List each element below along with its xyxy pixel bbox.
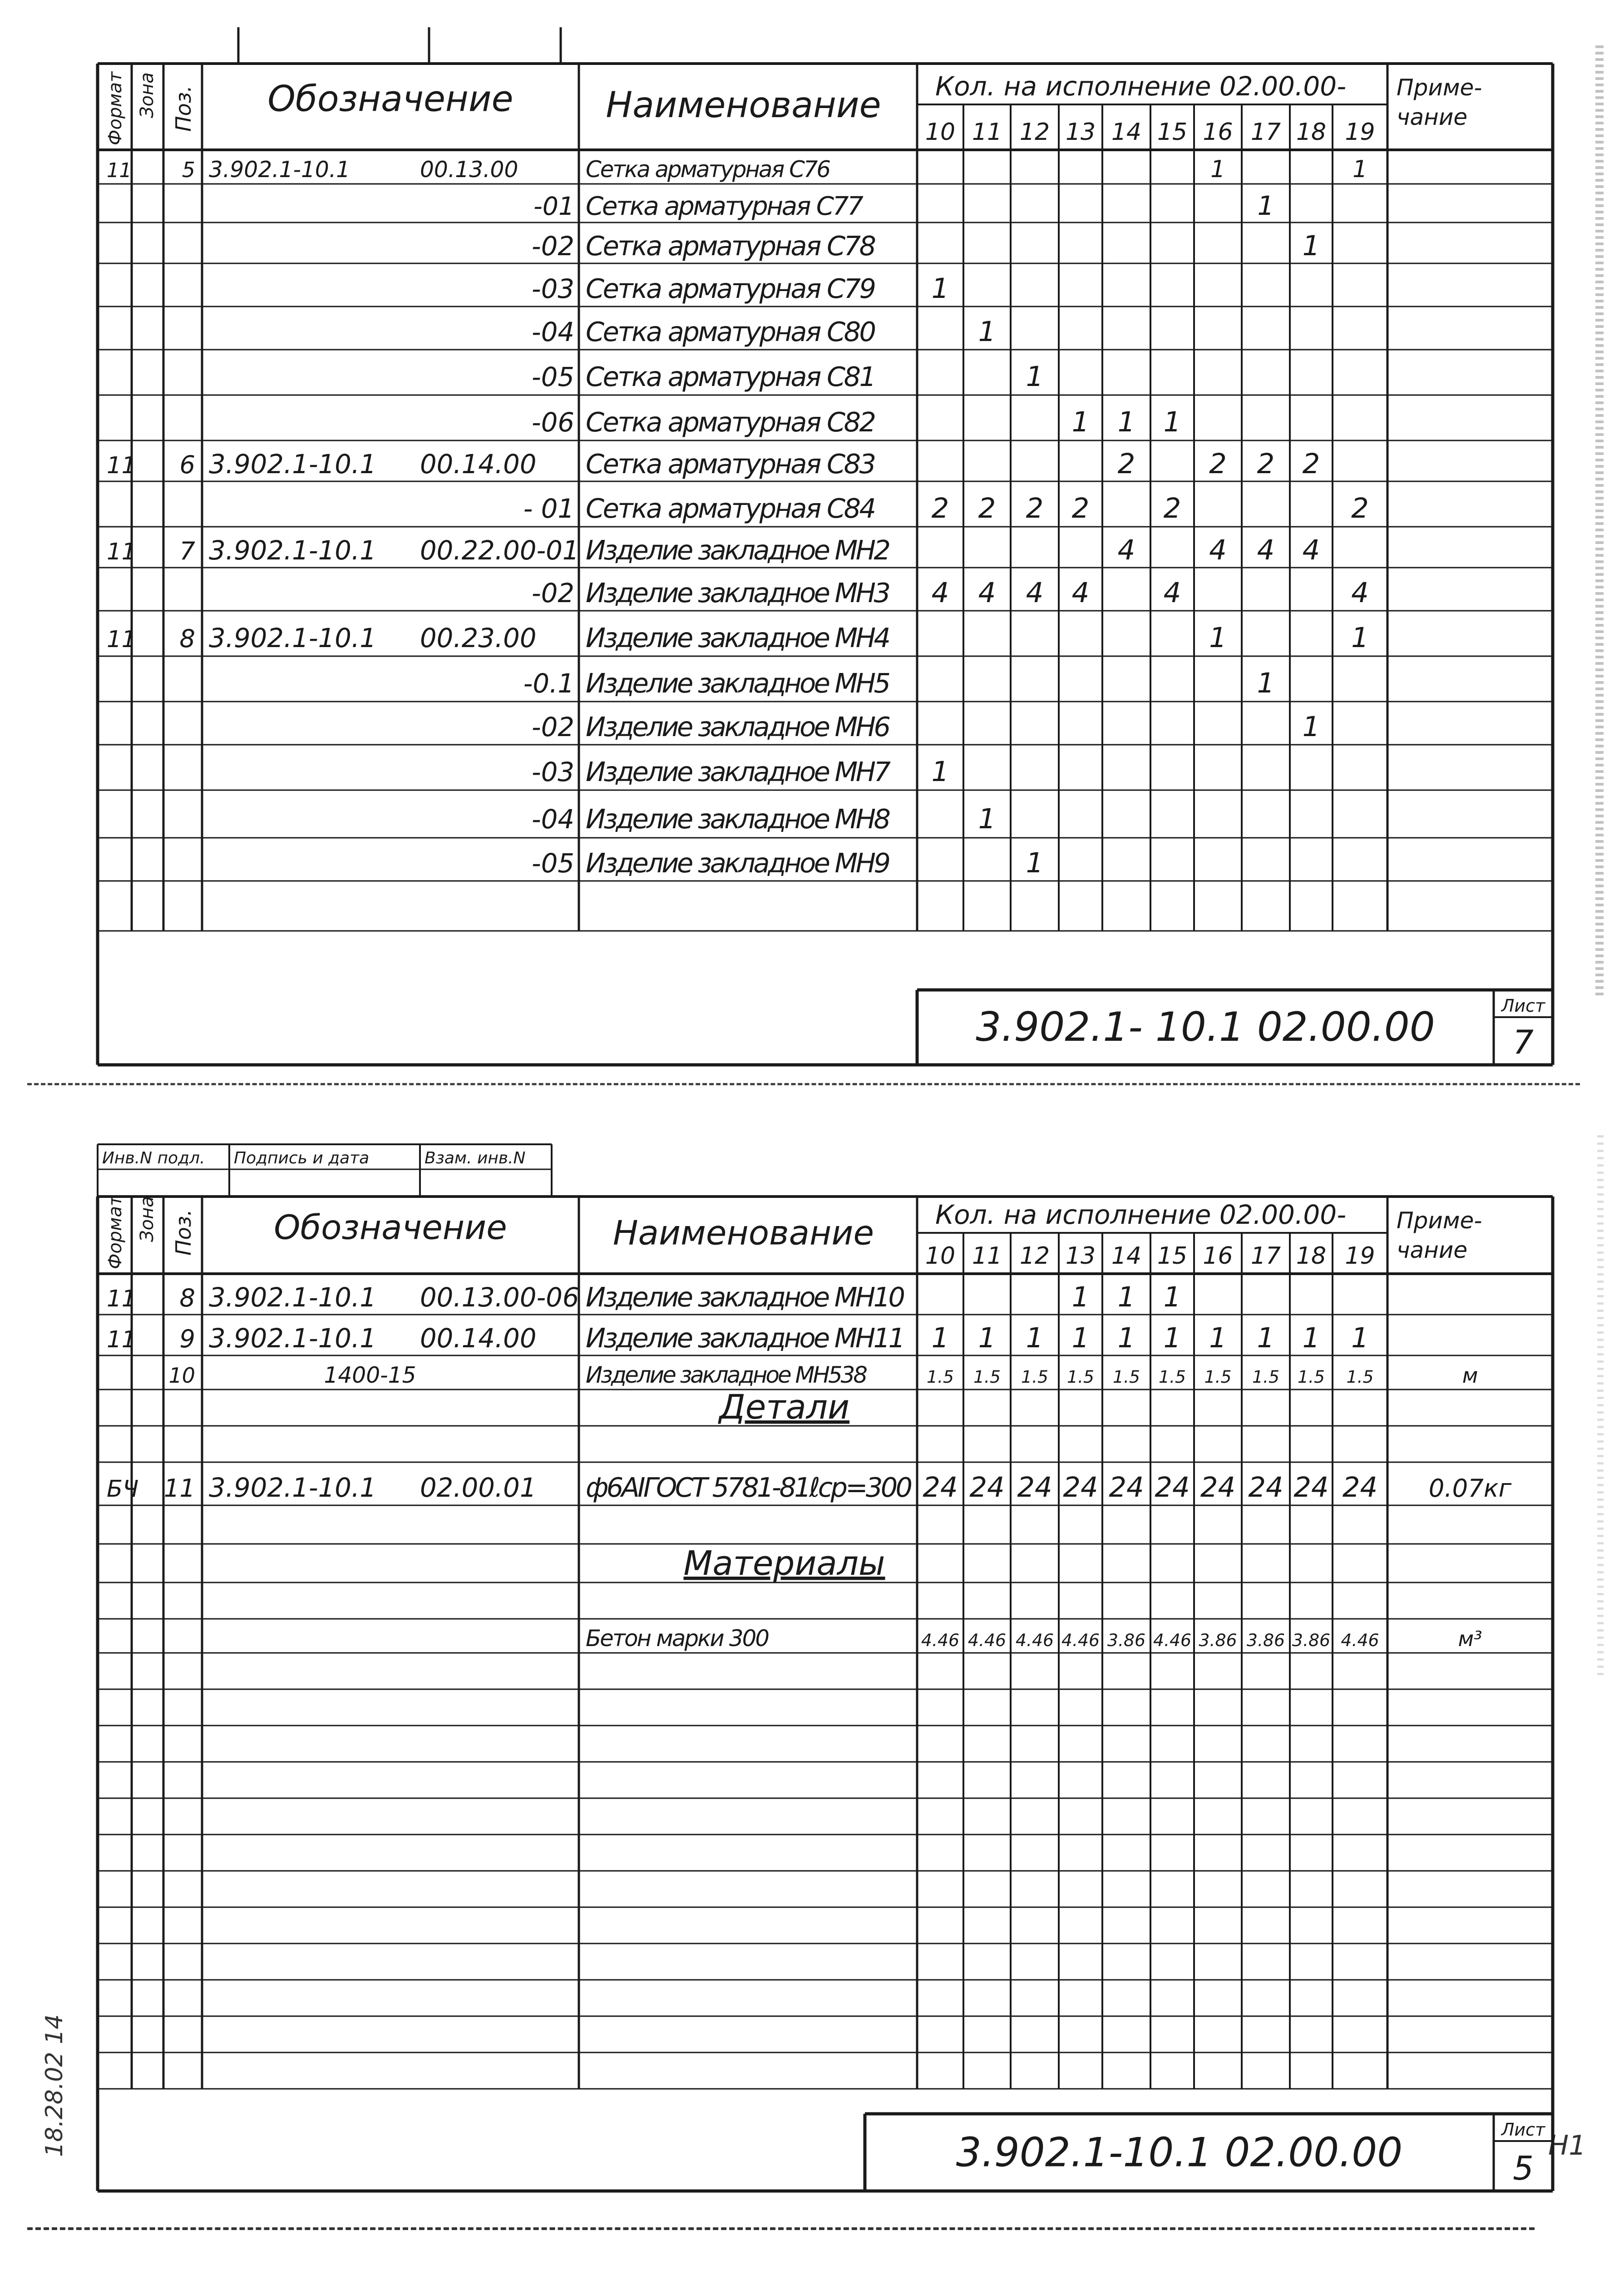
header-col-16: 16	[1203, 1242, 1233, 1270]
cell-name: Изделие закладное МН8	[586, 803, 891, 835]
cell-designation-right: 00.14.00	[420, 1323, 537, 1354]
cell-designation-right: -04	[531, 804, 574, 835]
cell-pos: 11	[163, 1474, 195, 1503]
sheet-graphics	[98, 27, 1553, 1065]
cut-line-top	[27, 1083, 1580, 1085]
cell-designation-right: -01	[533, 192, 574, 221]
cell-designation-right: -04	[531, 317, 574, 347]
cell-qty: 1	[1257, 668, 1275, 699]
cell-qty: 1	[1117, 1281, 1135, 1313]
header-note: Приме-	[1397, 1207, 1482, 1234]
header-col-10: 10	[925, 1242, 956, 1270]
title-sheet-label: Лист	[1501, 2120, 1545, 2140]
cell-qty: 2	[1071, 493, 1090, 524]
cell-format: 11	[107, 626, 137, 653]
header-col-14: 14	[1111, 1242, 1142, 1270]
cell-format: БЧ	[107, 1475, 139, 1503]
header-col-16: 16	[1203, 119, 1233, 146]
cell-qty: 1	[978, 803, 996, 835]
cell-qty: 4.46	[967, 1630, 1007, 1650]
cell-qty: 2	[1257, 448, 1275, 480]
cell-qty: 24	[969, 1472, 1005, 1503]
stamp-vzam-label: Взам. инв.N	[425, 1149, 526, 1167]
cell-qty: 1.5	[1252, 1367, 1280, 1387]
cell-designation-right: -05	[531, 848, 574, 879]
cell-designation-left: 3.902.1-10.1	[209, 1323, 376, 1354]
cell-format: 11	[107, 1326, 137, 1353]
cell-note: м³	[1458, 1627, 1482, 1651]
cell-name: Сетка арматурная С84	[586, 493, 876, 524]
cell-qty: 2	[1163, 493, 1181, 524]
cell-qty: 1	[1026, 1322, 1044, 1354]
cell-designation-right: -03	[531, 757, 574, 787]
title-designation: 3.902.1-10.1 02.00.00	[956, 2129, 1403, 2176]
cell-qty: 2	[1302, 448, 1320, 480]
cell-qty: 1.5	[973, 1367, 1001, 1387]
cell-qty: 4	[1209, 534, 1227, 566]
section-heading: Детали	[719, 1388, 850, 1427]
cell-designation-right: 00.23.00	[420, 623, 537, 653]
cell-qty: 1	[1117, 1322, 1135, 1354]
cell-designation-right: -02	[531, 712, 574, 742]
header-col-10: 10	[925, 119, 956, 146]
header-pos: Поз.	[171, 85, 196, 132]
header-zone: Зона	[137, 1196, 158, 1242]
header-qty-title: Кол. на исполнение 02.00.00-	[935, 71, 1347, 102]
cell-pos: 10	[168, 1363, 195, 1388]
cell-designation-right: 00.13.00-06	[420, 1282, 579, 1313]
cell-format: 11	[107, 159, 132, 182]
cell-qty: 1	[978, 316, 996, 348]
cell-qty: 24	[1017, 1472, 1052, 1503]
cell-qty: 24	[923, 1472, 958, 1503]
cell-name: ф6АIГОСТ 5781-81ℓср=300	[586, 1472, 913, 1503]
cell-note: м	[1462, 1363, 1478, 1388]
cell-name: Изделие закладное МН6	[586, 711, 891, 742]
cell-qty: 1	[1302, 711, 1320, 743]
cell-name: Изделие закладное МН10	[586, 1281, 905, 1313]
cell-name: Изделие закладное МН4	[586, 622, 891, 653]
cell-designation-right: -02	[531, 231, 574, 262]
header-col-12: 12	[1019, 1242, 1050, 1270]
cell-name: Изделие закладное МН11	[586, 1322, 905, 1354]
cut-line-bottom	[27, 2227, 1535, 2230]
header-pos: Поз.	[171, 1209, 196, 1256]
cell-qty: 2	[1026, 493, 1044, 524]
cell-qty: 2	[931, 493, 949, 524]
cell-qty: 1	[931, 1322, 949, 1354]
cell-qty: 1.5	[1021, 1367, 1049, 1387]
cell-qty: 1.5	[1346, 1367, 1374, 1387]
cell-pos: 8	[179, 1284, 195, 1312]
header-col-17: 17	[1250, 1242, 1281, 1270]
cell-qty: 2	[1351, 493, 1369, 524]
sheet-drawing	[95, 1126, 1560, 2200]
header-col-18: 18	[1296, 119, 1327, 146]
cell-designation-right: -05	[531, 362, 574, 392]
header-col-19: 19	[1345, 1242, 1375, 1270]
cell-qty: 1	[1163, 1322, 1181, 1354]
header-format: Формат	[105, 1195, 126, 1269]
cell-qty: 24	[1155, 1472, 1190, 1503]
cell-qty: 4	[1351, 577, 1369, 609]
cell-qty: 1.5	[1297, 1367, 1325, 1387]
specification-sheet-7	[95, 0, 1560, 1074]
header-note: Приме-	[1397, 74, 1482, 101]
cell-qty: 3.86	[1246, 1630, 1285, 1650]
cell-designation-right: 02.00.01	[420, 1473, 537, 1503]
cell-qty: 1	[1071, 406, 1090, 438]
cell-name: Сетка арматурная С83	[586, 448, 876, 480]
header-name: Наименование	[612, 1213, 874, 1253]
cell-name: Изделие закладное МН3	[586, 577, 891, 608]
cell-qty: 1	[1071, 1322, 1090, 1354]
cell-qty: 1	[1026, 361, 1044, 393]
cell-qty: 1	[1351, 1322, 1369, 1354]
cell-designation-left: 3.902.1-10.1	[209, 157, 350, 183]
cell-qty: 1	[1302, 230, 1320, 262]
header-col-17: 17	[1250, 119, 1281, 146]
cell-qty: 1	[1117, 406, 1135, 438]
cell-qty: 1	[1353, 156, 1367, 183]
header-zone: Зона	[137, 72, 158, 118]
cell-qty: 1	[1209, 1322, 1227, 1354]
corner-mark: Н1	[1548, 2130, 1586, 2161]
cell-name: Сетка арматурная С78	[586, 230, 876, 262]
cell-qty: 4.46	[1341, 1630, 1379, 1650]
stamp-inv-label: Инв.N подл.	[102, 1149, 205, 1167]
cell-qty: 4	[1117, 534, 1135, 566]
header-col-12: 12	[1019, 119, 1050, 146]
margin-note: 18.28.02 14	[41, 2014, 68, 2157]
cell-name: Сетка арматурная С82	[586, 406, 876, 438]
cell-name: Изделие закладное МН538	[586, 1362, 868, 1388]
specification-sheet-5	[95, 1126, 1560, 2200]
cell-designation-left: 3.902.1-10.1	[209, 623, 376, 653]
header-note-2: чание	[1397, 104, 1468, 130]
cell-qty: 1	[1163, 1281, 1181, 1313]
cell-qty: 4	[1163, 577, 1181, 609]
header-col-19: 19	[1345, 119, 1375, 146]
cell-designation-right: -03	[531, 274, 574, 304]
cell-qty: 4	[931, 577, 949, 609]
title-designation: 3.902.1- 10.1 02.00.00	[976, 1004, 1435, 1051]
cell-qty: 1	[1257, 1322, 1275, 1354]
cell-note: 0.07кг	[1428, 1474, 1512, 1503]
cell-name: Сетка арматурная С79	[586, 273, 876, 304]
cell-format: 11	[107, 538, 137, 565]
scan-edge-artifact-2	[1597, 1135, 1604, 1680]
cell-qty: 1	[1163, 406, 1181, 438]
cell-qty: 4	[1071, 577, 1090, 609]
cell-name: Изделие закладное МН9	[586, 847, 891, 879]
cell-designation-right: - 01	[523, 494, 574, 524]
cell-designation-right: -06	[531, 407, 574, 438]
sheet-graphics	[98, 1144, 1553, 2191]
cell-name: Сетка арматурная С81	[586, 361, 876, 392]
header-col-13: 13	[1065, 119, 1096, 146]
header-designation: Обозначение	[274, 1208, 507, 1247]
cell-qty: 4	[1257, 534, 1275, 566]
cell-designation-left: 1400-15	[324, 1363, 416, 1388]
cell-qty: 1	[931, 273, 949, 305]
cell-qty: 4.46	[1153, 1630, 1192, 1650]
stamp-sign-label: Подпись и дата	[234, 1149, 370, 1167]
cell-qty: 2	[978, 493, 996, 524]
cell-qty: 1	[978, 1322, 996, 1354]
cell-qty: 1.5	[926, 1367, 954, 1387]
cell-qty: 1.5	[1204, 1367, 1232, 1387]
cell-qty: 24	[1342, 1472, 1378, 1503]
cell-pos: 9	[179, 1325, 195, 1353]
cell-pos: 8	[179, 624, 195, 653]
cell-designation-right: -0.1	[523, 668, 574, 699]
header-col-15: 15	[1157, 119, 1188, 146]
cell-qty: 4	[1026, 577, 1044, 609]
cell-designation-right: 00.13.00	[420, 157, 518, 183]
cell-qty: 1.5	[1066, 1367, 1095, 1387]
cell-format: 11	[107, 452, 137, 479]
title-sheet-number: 7	[1513, 1023, 1534, 1061]
cell-qty: 4.46	[1061, 1630, 1100, 1650]
cell-qty: 3.86	[1292, 1630, 1331, 1650]
cell-qty: 4	[1302, 534, 1320, 566]
cell-qty: 4.46	[1015, 1630, 1054, 1650]
header-col-18: 18	[1296, 1242, 1327, 1270]
cell-designation-left: 3.902.1-10.1	[209, 1282, 376, 1313]
cell-qty: 3.86	[1199, 1630, 1237, 1650]
cell-qty: 24	[1200, 1472, 1236, 1503]
scan-edge-artifact	[1595, 45, 1604, 999]
cell-name: Изделие закладное МН2	[586, 534, 891, 566]
cell-qty: 24	[1109, 1472, 1144, 1503]
cell-name: Сетка арматурная С76	[586, 156, 831, 183]
sheet-drawing	[95, 0, 1560, 1074]
cell-qty: 4	[978, 577, 996, 609]
cell-qty: 1	[1209, 622, 1227, 654]
cell-qty: 1	[931, 756, 949, 788]
cell-qty: 1.5	[1158, 1367, 1186, 1387]
cell-qty: 1	[1351, 622, 1369, 654]
cell-name: Изделие закладное МН7	[586, 756, 891, 787]
cell-designation-right: 00.22.00-01	[420, 535, 579, 566]
cell-designation-left: 3.902.1-10.1	[209, 449, 376, 480]
cell-format: 11	[107, 1285, 137, 1312]
cell-designation-right: -02	[531, 578, 574, 608]
cell-designation-left: 3.902.1-10.1	[209, 535, 376, 566]
cell-pos: 6	[179, 450, 195, 479]
cell-qty: 1	[1210, 156, 1225, 183]
header-qty-title: Кол. на исполнение 02.00.00-	[935, 1199, 1347, 1230]
cell-designation-right: 00.14.00	[420, 449, 537, 480]
header-designation: Обозначение	[267, 79, 513, 120]
title-sheet-number: 5	[1513, 2149, 1534, 2187]
cell-qty: 24	[1248, 1472, 1283, 1503]
cell-qty: 1	[1302, 1322, 1320, 1354]
cell-pos: 5	[182, 158, 195, 182]
cell-qty: 1.5	[1112, 1367, 1140, 1387]
cell-name: Изделие закладное МН5	[586, 668, 891, 699]
cell-name: Сетка арматурная С80	[586, 316, 876, 347]
header-col-11: 11	[972, 119, 1002, 146]
section-heading: Материалы	[683, 1544, 885, 1583]
cell-qty: 4.46	[921, 1630, 960, 1650]
cell-qty: 24	[1063, 1472, 1098, 1503]
cell-qty: 2	[1209, 448, 1227, 480]
cell-qty: 1	[1071, 1281, 1090, 1313]
cell-name: Сетка арматурная С77	[586, 192, 864, 221]
cell-designation-left: 3.902.1-10.1	[209, 1473, 376, 1503]
cell-qty: 1	[1257, 190, 1274, 221]
title-sheet-label: Лист	[1501, 996, 1545, 1016]
header-note-2: чание	[1397, 1237, 1468, 1263]
cell-qty: 3.86	[1107, 1630, 1146, 1650]
cell-qty: 1	[1026, 847, 1044, 879]
header-col-15: 15	[1157, 1242, 1188, 1270]
header-format: Формат	[105, 71, 126, 145]
cell-pos: 7	[179, 537, 195, 565]
header-col-11: 11	[972, 1242, 1002, 1270]
cell-name: Бетон марки 300	[586, 1625, 770, 1652]
header-col-14: 14	[1111, 119, 1142, 146]
header-col-13: 13	[1065, 1242, 1096, 1270]
header-name: Наименование	[606, 84, 881, 126]
cell-qty: 24	[1293, 1472, 1329, 1503]
cell-qty: 2	[1117, 448, 1135, 480]
